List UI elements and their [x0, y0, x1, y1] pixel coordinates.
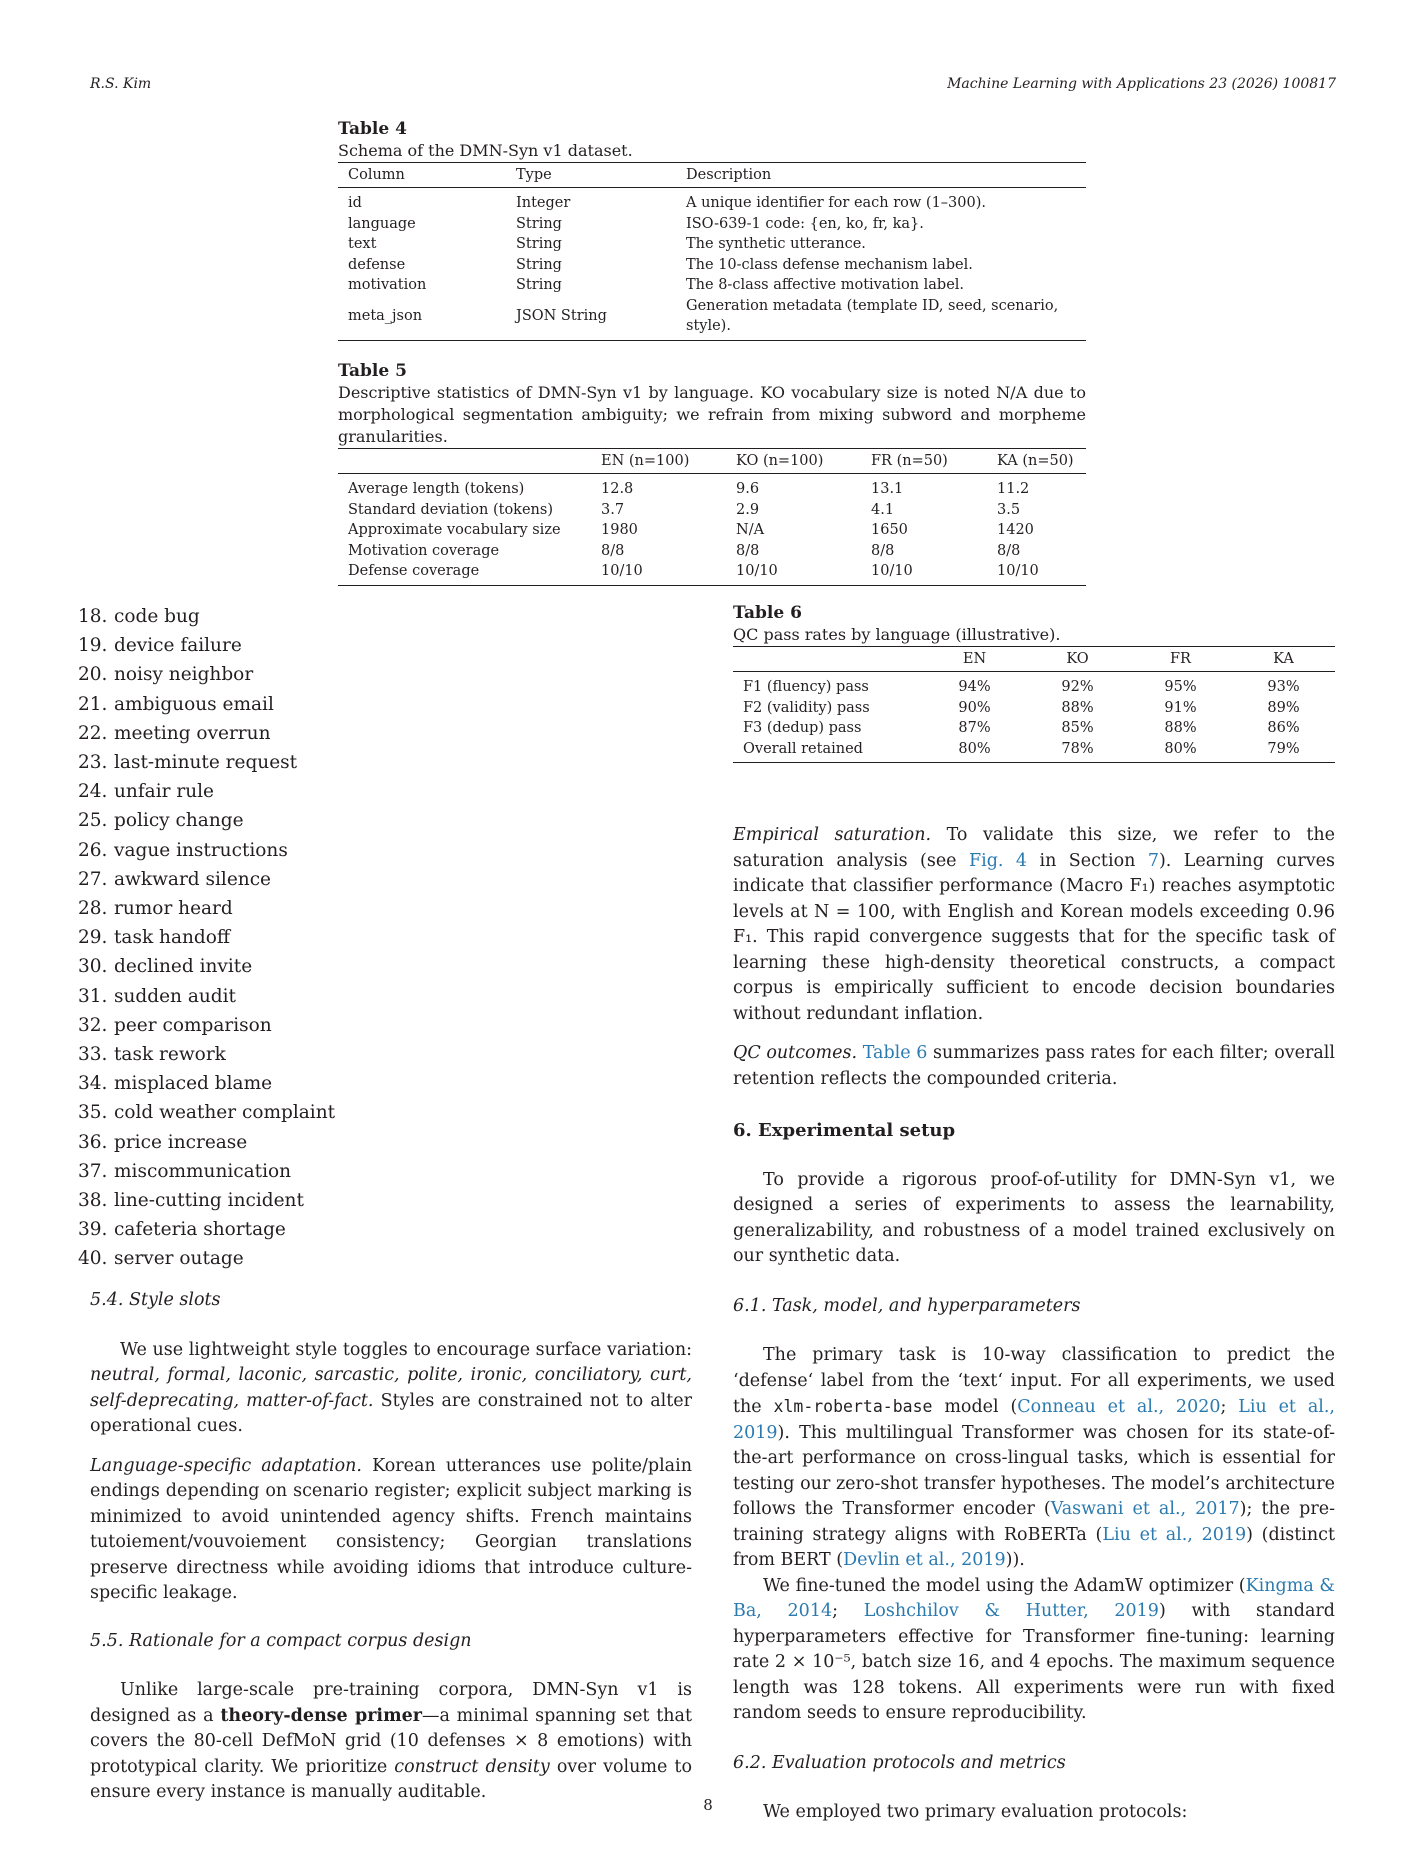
table-row — [338, 561, 1086, 585]
list-item — [78, 1244, 335, 1273]
table-6-title: Table 6 — [733, 603, 802, 623]
table-4-header: Type — [506, 163, 676, 188]
list-item — [78, 1098, 335, 1127]
section-6-heading: 6. Experimental setup — [733, 1120, 956, 1141]
list-item-text: misplaced blame — [114, 1073, 273, 1095]
table-cell: 95% — [1164, 679, 1197, 695]
citation-link[interactable]: Liu et al., 2019 — [733, 1397, 1335, 1443]
citation-link[interactable]: Conneau et al., 2020 — [1017, 1397, 1221, 1417]
table-4-grid — [338, 162, 1086, 341]
table-cell: 89% — [1267, 699, 1300, 716]
table-cell: Standard deviation (tokens) — [348, 501, 553, 518]
table-cell: The 10-class defense mechanism label. — [686, 256, 973, 273]
rationale-paragraph — [90, 1678, 692, 1806]
text-run: Korean utterances use polite/plain endings depending on scenario register; explicit subject marking is minimized to avoid unintended agency shifts. French maintains tutoiement/vouvoiement consistency; Georgian translations preserve directness while avoiding idioms that introduce culture-specific leakage. — [90, 1455, 692, 1603]
text-run: over volume to ensure every instance is manually auditable. — [90, 1756, 692, 1802]
section-7-link[interactable]: 7 — [1147, 850, 1159, 871]
qc-outcomes-paragraph — [733, 1041, 1335, 1092]
table-cell: 11.2 — [997, 481, 1030, 497]
list-item-number: 40. — [78, 1248, 108, 1270]
table-5-caption: Descriptive statistics of DMN-Syn v1 by language. KO vocabulary size is noted N/A due to morphological segmentation ambiguity; we refrain from mixing subword and morpheme granularities. — [338, 383, 1086, 446]
table-cell: String — [516, 236, 562, 252]
list-item — [78, 836, 335, 865]
table-6 — [733, 602, 1335, 763]
list-item-text: peer comparison — [114, 1014, 272, 1036]
list-item — [78, 1011, 335, 1040]
table-cell: F3 (dedup) pass — [743, 720, 862, 736]
table-cell: Motivation coverage — [348, 542, 500, 559]
list-item-text: ambiguous email — [114, 693, 274, 715]
text-run: )). — [1005, 1550, 1025, 1570]
list-item-text: cold weather complaint — [114, 1102, 336, 1124]
table-cell: String — [516, 215, 562, 232]
list-item-text: miscommunication — [114, 1160, 292, 1182]
list-item — [78, 748, 335, 777]
citation-link[interactable]: Liu et al., 2019 — [1102, 1524, 1247, 1545]
text-run: ). Learning curves indicate that classifier performance (Macro F₁) reaches asymptotic levels at N = 100, with English and Korean models exceeding 0.96 F₁. This rapid convergence suggests that for the specific task of learning these high-density theoretical constructs, a compact corpus is empirically sufficient to encode decision boundaries without redundant inflation. — [733, 850, 1335, 1024]
table-cell: 8/8 — [736, 542, 760, 559]
list-item — [78, 1186, 335, 1215]
table-5-header: KO (n=100) — [726, 449, 861, 474]
table-cell: String — [516, 277, 562, 293]
list-item-number: 23. — [78, 752, 108, 774]
table-5-grid — [338, 448, 1086, 586]
table-cell: F1 (fluency) pass — [743, 679, 869, 695]
list-item-number: 37. — [78, 1160, 108, 1182]
list-item-number: 21. — [78, 693, 108, 715]
table-cell: defense — [348, 256, 406, 273]
italic-term: construct density — [394, 1756, 550, 1777]
list-item-text: vague instructions — [114, 839, 288, 861]
list-item-text: line-cutting incident — [114, 1190, 304, 1212]
list-item-number: 27. — [78, 868, 108, 890]
table-cell: text — [348, 236, 377, 252]
table-cell: 91% — [1164, 699, 1197, 716]
list-item — [78, 923, 335, 952]
list-item-number: 39. — [78, 1219, 108, 1241]
list-item-text: last-minute request — [114, 752, 298, 774]
table-6-header — [733, 647, 923, 672]
text-run: in Section — [1027, 850, 1148, 871]
scenario-list — [78, 602, 335, 1274]
text-run: model ( — [932, 1397, 1018, 1417]
table-cell: meta_json — [348, 307, 423, 324]
list-item-text: policy change — [114, 810, 244, 832]
running-head-journal: Machine Learning with Applications 23 (2026) 100817 — [947, 76, 1336, 92]
table-5-title: Table 5 — [338, 361, 407, 381]
text-run: Styles are constrained not to alter operational cues. — [90, 1390, 692, 1436]
table-cell: 13.1 — [871, 481, 904, 497]
paragraph-lead: QC outcomes. — [733, 1043, 858, 1063]
table-cell: N/A — [736, 522, 765, 538]
list-item-number: 36. — [78, 1131, 108, 1153]
table-cell: 93% — [1267, 679, 1300, 695]
list-item — [78, 1128, 335, 1157]
fine-tuning-paragraph — [733, 1574, 1335, 1727]
list-item-text: price increase — [114, 1131, 248, 1153]
table-cell: language — [348, 215, 416, 232]
table-4-header: Description — [676, 163, 1086, 188]
bold-term: theory-dense primer — [220, 1705, 422, 1726]
list-item-number: 34. — [78, 1073, 108, 1095]
list-item-number: 24. — [78, 781, 108, 803]
table-cell: String — [516, 256, 562, 273]
list-item-number: 35. — [78, 1102, 108, 1124]
table-cell: 10/10 — [997, 563, 1039, 579]
table-6-grid — [733, 646, 1335, 763]
table-cell: 1420 — [997, 522, 1034, 538]
list-item — [78, 631, 335, 660]
table-cell: Approximate vocabulary size — [348, 522, 561, 538]
text-run: ). This multilingual Transformer was chosen for its state-of-the-art performance on cross-lingual tasks, which is essential for testing our zero-shot transfer hypotheses. The model’s architecture follows the Transformer encoder ( — [733, 1422, 1335, 1519]
table-row — [733, 672, 1335, 698]
list-item-text: noisy neighbor — [114, 664, 254, 686]
table-cell: 92% — [1061, 679, 1094, 695]
list-item — [78, 865, 335, 894]
citation-link[interactable]: Kingma & Ba, 2014 — [733, 1575, 1336, 1621]
table-5-header — [338, 449, 591, 474]
table-cell: motivation — [348, 277, 427, 293]
section-5-4-heading: 5.4. Style slots — [90, 1290, 221, 1310]
list-item-number: 26. — [78, 839, 108, 861]
list-item-text: server outage — [114, 1248, 244, 1270]
model-name-code: xlm-roberta-base — [773, 1397, 933, 1416]
list-item — [78, 719, 335, 748]
list-item-text: sudden audit — [114, 985, 236, 1007]
list-item-text: unfair rule — [114, 781, 214, 803]
table-row — [338, 474, 1086, 500]
table-6-header: EN — [923, 647, 1026, 672]
table-6-link[interactable]: Table 6 — [862, 1043, 928, 1063]
table-cell: 4.1 — [871, 501, 895, 518]
list-item — [78, 806, 335, 835]
right-column — [733, 823, 1335, 1826]
list-item-number: 19. — [78, 635, 108, 657]
table-4-header: Column — [338, 163, 506, 188]
table-5-header: FR (n=50) — [861, 449, 987, 474]
language-adaptation-paragraph — [90, 1454, 692, 1607]
list-item-number: 28. — [78, 898, 108, 920]
list-item-text: meeting overrun — [114, 722, 271, 744]
list-item-number: 33. — [78, 1044, 108, 1066]
table-4-caption: Schema of the DMN-Syn v1 dataset. — [338, 141, 633, 160]
citation-link[interactable]: Devlin et al., 2019 — [843, 1550, 1006, 1570]
table-cell: 2.9 — [736, 501, 760, 518]
table-cell: The synthetic utterance. — [686, 236, 866, 252]
table-4 — [338, 118, 1086, 341]
table-cell: 10/10 — [736, 563, 778, 579]
table-cell: 87% — [958, 720, 991, 736]
table-cell: id — [348, 195, 362, 211]
list-item-text: rumor heard — [114, 898, 233, 920]
table-row — [338, 541, 1086, 562]
list-item-text: device failure — [114, 635, 242, 657]
table-row — [338, 255, 1086, 276]
text-run: summarizes pass rates for each filter; overall retention reflects the compounded criteria. — [733, 1043, 1335, 1089]
citation-link[interactable]: Loshchilov & Hutter, 2019 — [863, 1601, 1159, 1621]
table-cell: 1980 — [601, 522, 638, 538]
table-cell: A unique identifier for each row (1–300). — [686, 195, 986, 211]
paragraph-lead: Empirical saturation. — [733, 825, 932, 845]
list-item — [78, 982, 335, 1011]
text-run: To validate this size, we refer to the saturation analysis (see — [733, 825, 1335, 871]
table-cell: 85% — [1061, 720, 1094, 736]
table-cell: 88% — [1164, 720, 1197, 736]
table-cell: The 8-class affective motivation label. — [686, 277, 965, 293]
table-row — [338, 500, 1086, 521]
text-run: The primary task is 10-way classification to predict the ‘defense‘ label from the ‘text‘ input. For all experiments, we used the — [733, 1345, 1335, 1417]
table-cell: 8/8 — [601, 542, 625, 559]
list-item — [78, 777, 335, 806]
table-cell: 3.7 — [601, 501, 625, 518]
table-cell: JSON String — [516, 307, 607, 324]
figure-4-link[interactable]: Fig. 4 — [968, 850, 1028, 871]
running-head-author: R.S. Kim — [90, 76, 152, 92]
text-run: ; — [832, 1601, 864, 1621]
table-row — [338, 234, 1086, 255]
table-5 — [338, 360, 1086, 586]
table-row — [733, 739, 1335, 763]
text-run: Unlike large-scale pre-training corpora, DMN-Syn v1 is designed as a — [90, 1680, 692, 1726]
table-cell: 86% — [1267, 720, 1300, 736]
list-item — [78, 660, 335, 689]
citation-link[interactable]: Vaswani et al., 2017 — [1050, 1499, 1240, 1519]
table-cell: 78% — [1061, 740, 1094, 757]
text-run: ) (distinct from BERT ( — [733, 1524, 1335, 1570]
list-item-number: 32. — [78, 1014, 108, 1036]
table-row — [733, 718, 1335, 739]
section-6-1-heading: 6.1. Task, model, and hyperparameters — [733, 1295, 1081, 1316]
table-row — [338, 188, 1086, 214]
table-cell: Generation metadata (template ID, seed, scenario, style). — [686, 297, 1059, 334]
list-item — [78, 1040, 335, 1069]
table-cell: 80% — [1164, 740, 1197, 757]
table-cell: 90% — [958, 699, 991, 716]
list-item-number: 20. — [78, 664, 108, 686]
table-4-title: Table 4 — [338, 119, 407, 139]
evaluation-protocols-paragraph: We employed two primary evaluation protocols: — [763, 1802, 1188, 1822]
list-item — [78, 690, 335, 719]
table-row — [338, 520, 1086, 541]
page-number: 8 — [703, 1796, 713, 1814]
list-item — [78, 1215, 335, 1244]
section-6-2-heading: 6.2. Evaluation protocols and metrics — [733, 1752, 1066, 1773]
table-row — [338, 275, 1086, 296]
list-item-text: declined invite — [114, 956, 253, 978]
task-model-paragraph — [733, 1343, 1335, 1574]
list-item-number: 30. — [78, 956, 108, 978]
table-cell: 3.5 — [997, 501, 1021, 518]
text-run: —a minimal spanning set that covers the 80-cell DefMoN grid (10 defenses × 8 emotions) with prototypical clarity. We prioritize — [90, 1705, 692, 1777]
paragraph-lead: Language-specific adaptation. — [90, 1455, 362, 1476]
list-item-number: 25. — [78, 810, 108, 832]
text-run: ); the pre-training strategy aligns with RoBERTa ( — [733, 1499, 1335, 1545]
table-cell: Integer — [516, 195, 571, 211]
list-item-text: task rework — [114, 1044, 226, 1066]
left-column — [90, 1288, 692, 1806]
text-run: ; — [1220, 1397, 1239, 1417]
list-item — [78, 894, 335, 923]
table-6-caption: QC pass rates by language (illustrative). — [733, 625, 1061, 644]
list-item-number: 18. — [78, 606, 108, 627]
experimental-setup-paragraph: To provide a rigorous proof-of-utility for DMN-Syn v1, we designed a series of experiments to assess the learnability, generalizability, and robustness of a model trained exclusively on our synthetic data. — [733, 1169, 1335, 1266]
text-run: We use lightweight style toggles to encourage surface variation: — [120, 1339, 692, 1360]
list-item-text: code bug — [114, 606, 200, 627]
table-6-header: KA — [1232, 647, 1335, 672]
table-row — [338, 214, 1086, 235]
text-run: We fine-tuned the model using the AdamW optimizer ( — [763, 1575, 1246, 1596]
table-row — [733, 698, 1335, 719]
table-6-header: KO — [1026, 647, 1129, 672]
list-item-text: cafeteria shortage — [114, 1219, 286, 1241]
list-item-number: 31. — [78, 985, 108, 1007]
list-item — [78, 1069, 335, 1098]
list-item-text: awkward silence — [114, 868, 272, 890]
list-item-text: task handoff — [114, 927, 231, 949]
table-cell: 8/8 — [871, 542, 895, 559]
list-item — [78, 602, 335, 631]
section-5-5-heading: 5.5. Rationale for a compact corpus design — [90, 1630, 472, 1651]
table-cell: 79% — [1267, 740, 1300, 757]
table-cell: Defense coverage — [348, 563, 480, 579]
table-5-header: EN (n=100) — [591, 449, 726, 474]
table-cell: 9.6 — [736, 481, 760, 497]
table-cell: 8/8 — [997, 542, 1021, 559]
table-cell: 12.8 — [601, 481, 634, 497]
list-item-number: 38. — [78, 1190, 108, 1212]
table-cell: 1650 — [871, 522, 908, 538]
table-cell: 94% — [958, 679, 991, 695]
table-cell: 88% — [1061, 699, 1094, 716]
text-run: ) with standard hyperparameters effective for Transformer fine-tuning: learning rate 2 × 10⁻⁵, batch size 16, and 4 epochs. The maximum sequence length was 128 tokens. All experiments were run with fixed random seeds to ensure reproducibility. — [733, 1601, 1335, 1723]
list-item-number: 22. — [78, 722, 108, 744]
table-5-header: KA (n=50) — [987, 449, 1086, 474]
style-list-text: neutral, formal, laconic, sarcastic, polite, ironic, conciliatory, curt, self-deprecating, matter-of-fact. — [90, 1365, 692, 1411]
empirical-saturation-paragraph — [733, 823, 1335, 1027]
list-item-number: 29. — [78, 927, 108, 949]
style-slots-paragraph — [90, 1338, 692, 1440]
table-cell: 80% — [958, 740, 991, 757]
list-item — [78, 952, 335, 981]
table-cell: Overall retained — [743, 740, 863, 757]
list-item — [78, 1157, 335, 1186]
table-cell: 10/10 — [601, 563, 643, 579]
table-cell: Average length (tokens) — [348, 481, 525, 497]
table-6-header: FR — [1129, 647, 1232, 672]
table-cell: 10/10 — [871, 563, 913, 579]
table-cell: ISO-639-1 code: {en, ko, fr, ka}. — [686, 215, 924, 232]
table-row — [338, 296, 1086, 341]
table-cell: F2 (validity) pass — [743, 699, 870, 716]
